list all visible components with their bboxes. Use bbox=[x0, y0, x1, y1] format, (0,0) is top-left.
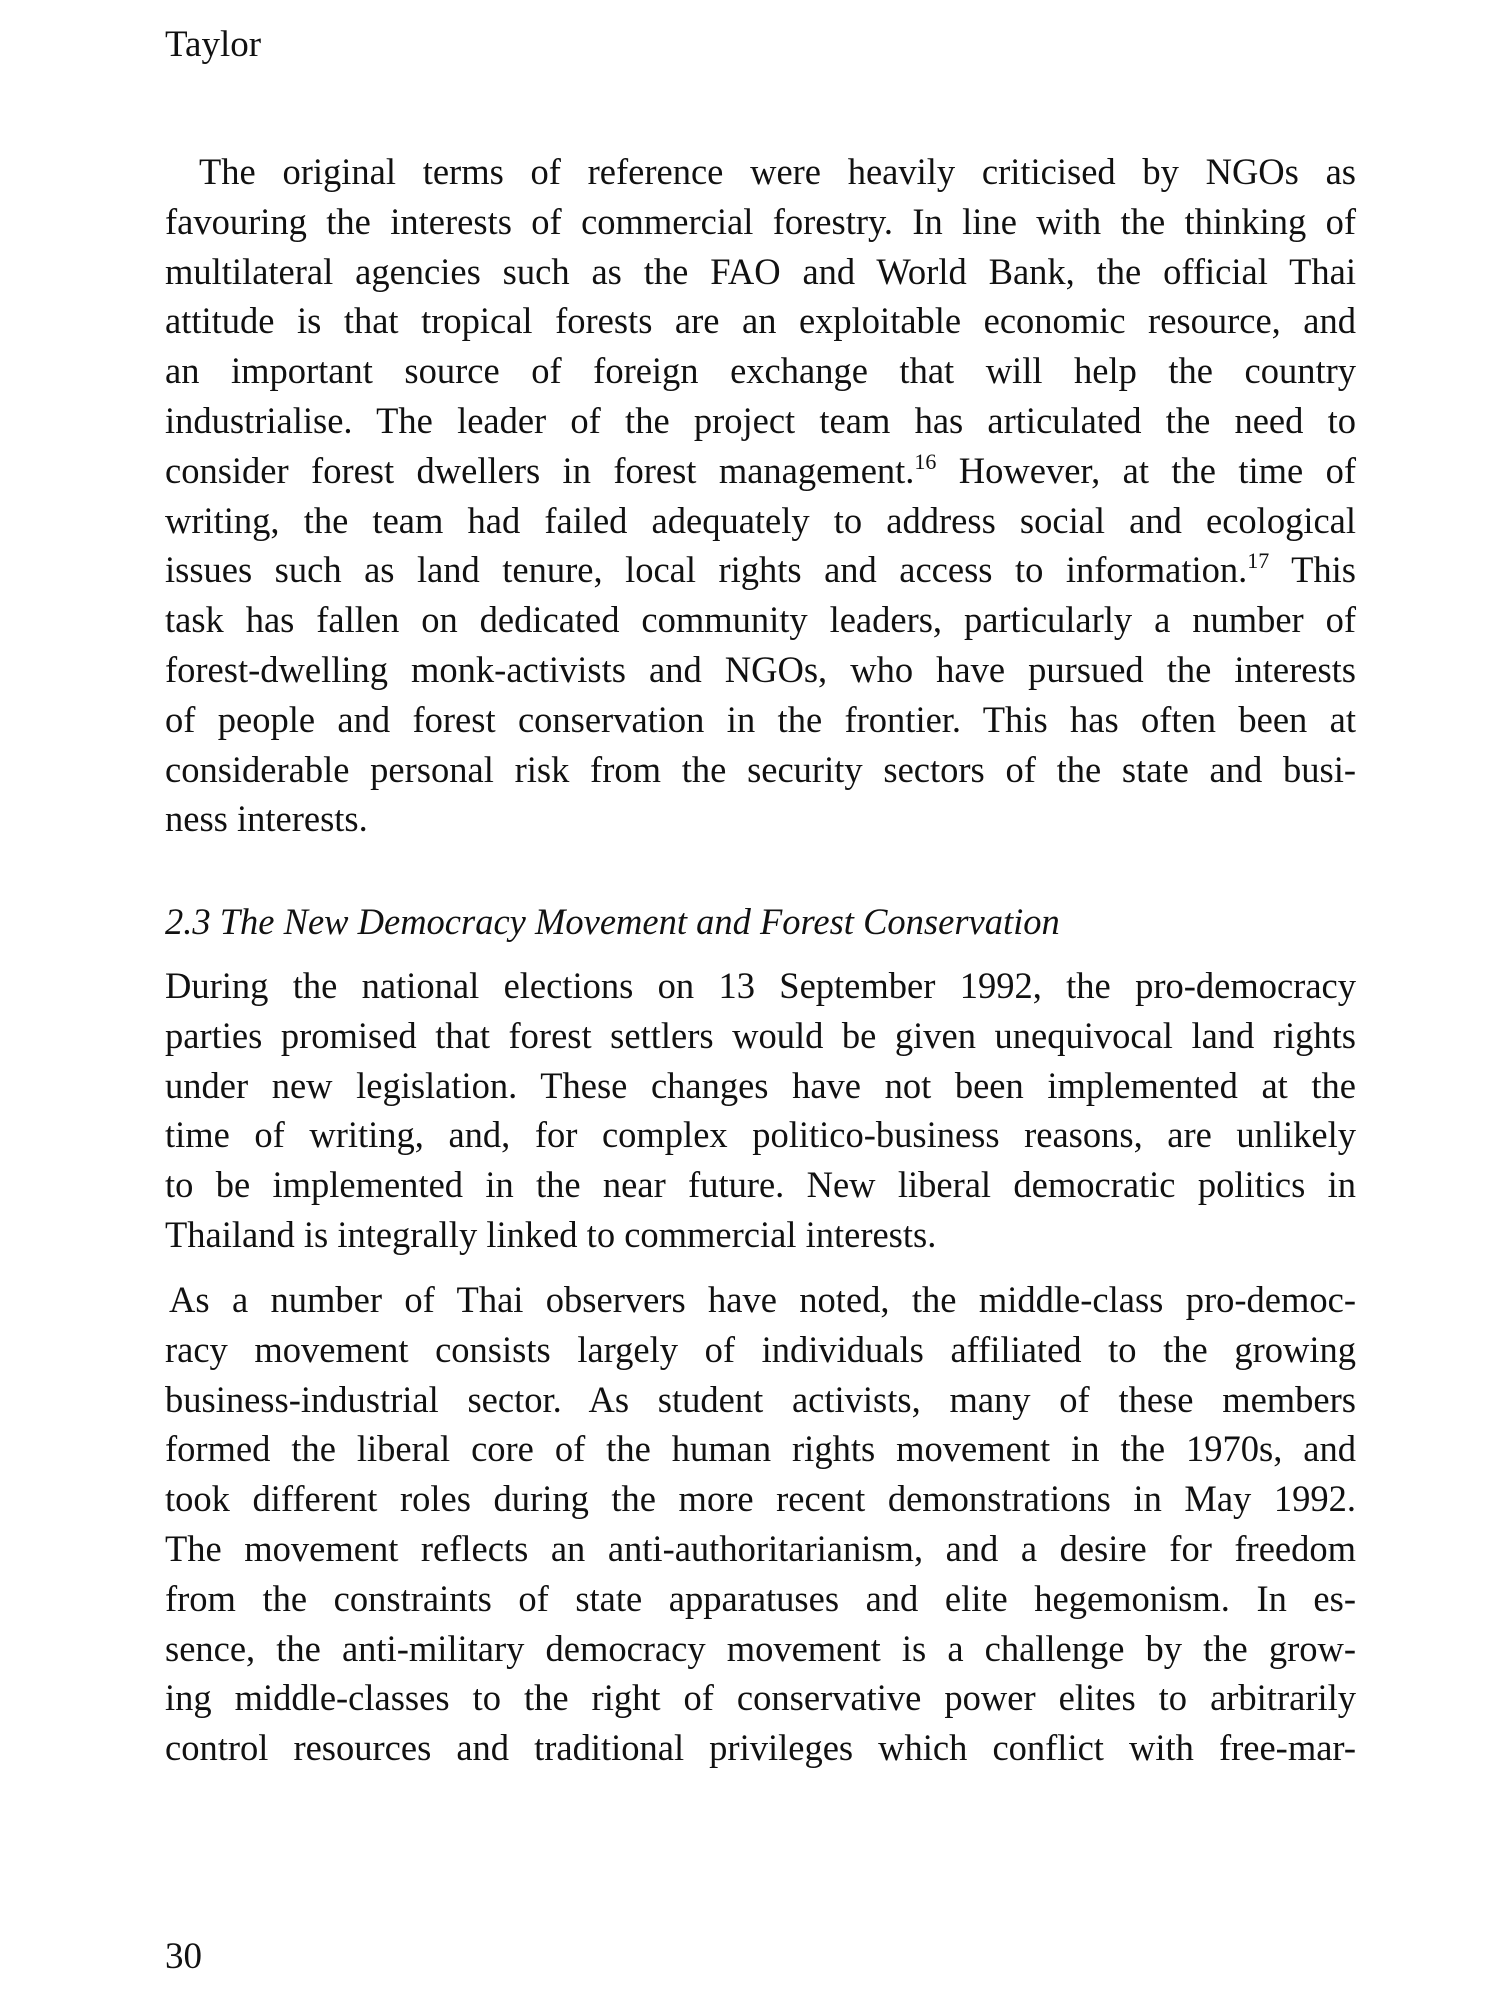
text-line bbox=[165, 545, 1356, 595]
line-text: issues such as land tenure, local rights and access to information. bbox=[165, 549, 1248, 591]
text-line bbox=[165, 1210, 1356, 1260]
line-text: attitude is that tropical forests are an exploitable economic resource, and bbox=[165, 300, 1356, 342]
text-line bbox=[165, 147, 1356, 197]
page-number: 30 bbox=[165, 1936, 202, 1977]
line-text: an important source of foreign exchange that will help the country bbox=[165, 350, 1356, 392]
text-line bbox=[165, 1011, 1356, 1061]
line-text: ing middle-classes to the right of conservative power elites to arbitrarily bbox=[165, 1677, 1356, 1719]
line-text: sence, the anti-military democracy movement is a challenge by the grow- bbox=[165, 1627, 1356, 1669]
text-line bbox=[165, 1673, 1356, 1723]
text-line bbox=[165, 794, 1356, 844]
line-text: task has fallen on dedicated community leaders, particularly a number of bbox=[165, 599, 1356, 641]
text-line bbox=[165, 396, 1356, 446]
line-text: under new legislation. These changes have not been implemented at the bbox=[165, 1064, 1356, 1106]
paragraph-3 bbox=[165, 1275, 1356, 1773]
text-line bbox=[165, 1061, 1356, 1111]
section-heading: 2.3 The New Democracy Movement and Forest Conservation bbox=[165, 901, 1060, 942]
line-text: from the constraints of state apparatuses and elite hegemonism. In es- bbox=[165, 1577, 1356, 1619]
line-text: racy movement consists largely of individuals affiliated to the growing bbox=[165, 1328, 1356, 1370]
line-text: The original terms of reference were heavily criticised by NGOs as bbox=[199, 151, 1356, 192]
text-line bbox=[165, 1375, 1356, 1425]
line-text: Thailand is integrally linked to commercial interests. bbox=[165, 1213, 937, 1255]
line-text: considerable personal risk from the security sectors of the state and busi- bbox=[165, 748, 1356, 790]
line-text: business-industrial sector. As student activists, many of these members bbox=[165, 1378, 1356, 1420]
text-line bbox=[165, 1325, 1356, 1375]
text-line bbox=[165, 1160, 1356, 1210]
line-text: favouring the interests of commercial forestry. In line with the thinking of bbox=[165, 200, 1356, 242]
line-text: parties promised that forest settlers would be given unequivocal land rights bbox=[165, 1014, 1356, 1056]
text-line bbox=[165, 346, 1356, 396]
line-text: industrialise. The leader of the project team has articulated the need to bbox=[165, 399, 1356, 441]
text-line bbox=[165, 446, 1356, 496]
text-line bbox=[165, 197, 1356, 247]
text-line bbox=[165, 1275, 1356, 1325]
line-text: of people and forest conservation in the frontier. This has often been at bbox=[165, 698, 1356, 740]
text-line bbox=[165, 1624, 1356, 1674]
text-line bbox=[165, 645, 1356, 695]
text-line bbox=[165, 595, 1356, 645]
line-text: However, at the time of bbox=[936, 449, 1356, 491]
text-line bbox=[165, 1723, 1356, 1773]
footnote-reference[interactable]: 17 bbox=[1247, 548, 1270, 574]
line-text: control resources and traditional privileges which conflict with free-mar- bbox=[165, 1727, 1356, 1769]
text-line bbox=[165, 745, 1356, 795]
line-text: to be implemented in the near future. New liberal democratic politics in bbox=[165, 1164, 1356, 1206]
line-text: writing, the team had failed adequately to address social and ecological bbox=[165, 499, 1356, 541]
line-text: The movement reflects an anti-authoritarianism, and a desire for freedom bbox=[165, 1527, 1356, 1569]
line-text: multilateral agencies such as the FAO and World Bank, the official Thai bbox=[165, 250, 1356, 292]
paragraph-1 bbox=[165, 147, 1356, 844]
line-text: forest-dwelling monk-activists and NGOs, who have pursued the interests bbox=[165, 648, 1356, 690]
text-line bbox=[165, 695, 1356, 745]
text-line bbox=[165, 247, 1356, 297]
text-line bbox=[165, 1110, 1356, 1160]
line-text: took different roles during the more recent demonstrations in May 1992. bbox=[165, 1478, 1356, 1520]
line-text: formed the liberal core of the human rights movement in the 1970s, and bbox=[165, 1428, 1356, 1470]
paragraph-2 bbox=[165, 961, 1356, 1260]
text-line bbox=[165, 296, 1356, 346]
line-text: time of writing, and, for complex politico-business reasons, are unlikely bbox=[165, 1114, 1356, 1156]
text-line bbox=[165, 1574, 1356, 1624]
text-line bbox=[165, 1524, 1356, 1574]
line-text: During the national elections on 13 September 1992, the pro-democracy bbox=[165, 965, 1356, 1006]
text-line bbox=[165, 1424, 1356, 1474]
text-line bbox=[165, 1474, 1356, 1524]
line-text: This bbox=[1269, 549, 1356, 591]
text-line bbox=[165, 496, 1356, 546]
line-text: ness interests. bbox=[165, 798, 368, 840]
text-line bbox=[165, 961, 1356, 1011]
line-text: As a number of Thai observers have noted, the middle-class pro-democ- bbox=[169, 1279, 1356, 1320]
running-header: Taylor bbox=[165, 24, 262, 65]
line-text: consider forest dwellers in forest management. bbox=[165, 449, 915, 491]
footnote-reference[interactable]: 16 bbox=[914, 448, 937, 474]
